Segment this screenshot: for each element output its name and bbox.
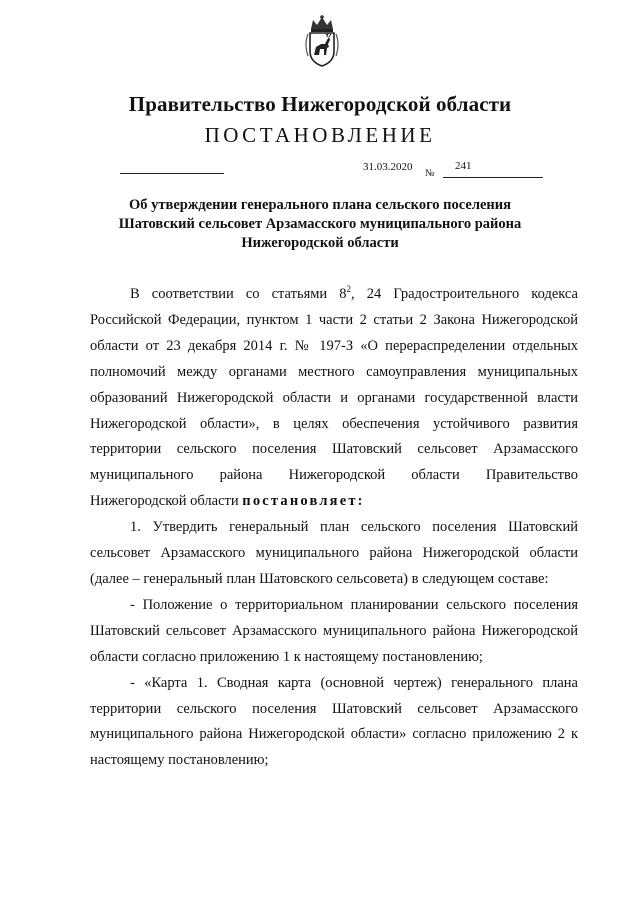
- number-underline: [443, 177, 543, 178]
- coat-of-arms-icon: [302, 14, 342, 68]
- subject-line-2: Шатовский сельсовет Арзамасского муниципального района: [118, 216, 522, 232]
- body-paragraph-2: 1. Утвердить генеральный план сельского поселения Шатовский сельсовет Арзамасского муниципального района Нижегородской области (далее – генеральный план Шатовского сельсовета) в следующем составе:: [90, 519, 578, 587]
- document-type-title: ПОСТАНОВЛЕНИЕ: [204, 123, 436, 147]
- paragraph-1-text: , 24 Градостроительного кодекса Российской Федерации, пунктом 1 части 2 статьи 2 Закона Нижегородской области от 23 декабря 2014 г. № 197-З «О перераспределении отдельных полномочий между органами местного самоуправления муниципальных образований Нижегородской области и органами государственной власти Нижегородской области», в целях обеспечения устойчивого развития территории сельского поселения Шатовский сельсовет Арзамасского муниципального района Нижегородской области Правительство Нижегородской области: [90, 286, 578, 510]
- article-superscript: 2: [346, 284, 352, 295]
- document-date: 31.03.2020: [363, 161, 413, 173]
- number-label: №: [425, 168, 435, 179]
- subject-line-1: Об утверждении генерального плана сельского поселения: [129, 197, 511, 213]
- signature-line: [120, 173, 224, 174]
- body-paragraph-1: [90, 282, 578, 515]
- resolution-keyword: постановляет:: [242, 493, 365, 510]
- government-title: Правительство Нижегородской области: [128, 92, 512, 116]
- paragraph-1-start: В соответствии со статьями 8: [130, 286, 347, 302]
- document-body: [90, 282, 578, 774]
- document-number: 241: [455, 160, 472, 172]
- body-paragraph-3: - Положение о территориальном планировании сельского поселения Шатовский сельсовет Арзамасского муниципального района Нижегородской области согласно приложению 1 к настоящему постановлению;: [90, 596, 578, 665]
- document-subject: [80, 196, 560, 253]
- body-paragraph-4: - «Карта 1. Сводная карта (основной чертеж) генерального плана территории сельского поселения Шатовский сельсовет Арзамасского муниципального района Нижегородской области» согласно приложению 2 к настоящему постановлению;: [90, 674, 578, 769]
- subject-line-3: Нижегородской области: [241, 235, 399, 251]
